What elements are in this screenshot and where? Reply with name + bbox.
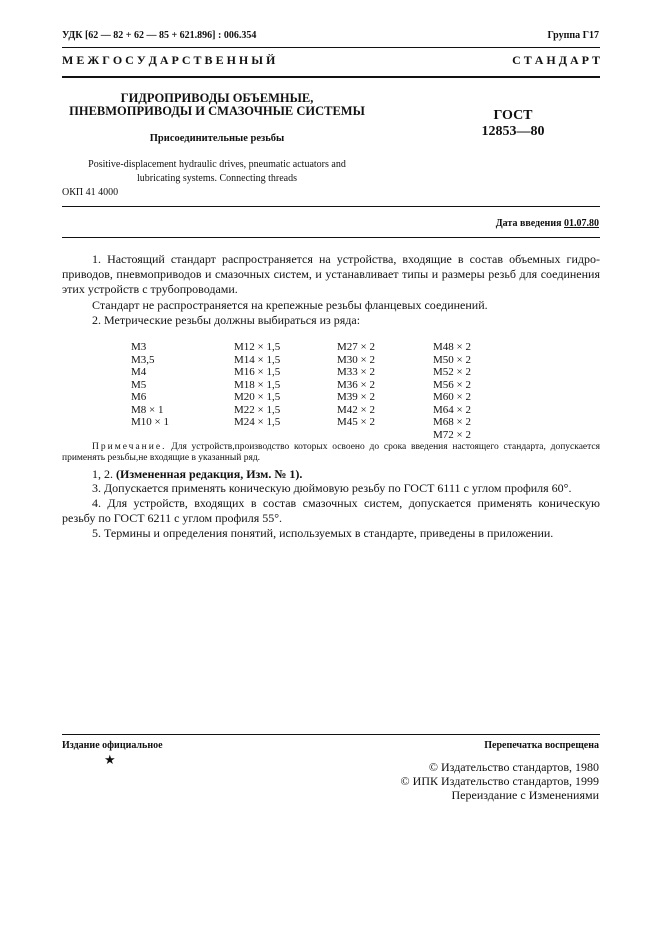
thread-item: М68 × 2 xyxy=(433,416,471,428)
title-line-1: ГИДРОПРИВОДЫ ОБЪЕМНЫЕ, xyxy=(120,91,314,105)
thread-item: М3 xyxy=(131,341,147,353)
thread-item: М16 × 1,5 xyxy=(234,366,281,378)
amendment-text: (Измененная редакция, Изм. № 1). xyxy=(116,467,303,481)
thread-item: М36 × 2 xyxy=(337,378,375,391)
thread-item: М39 × 2 xyxy=(337,391,375,403)
thread-item: М48 × 2 xyxy=(433,341,471,353)
gost-number: 12853—80 xyxy=(481,124,545,139)
copyright-line-2: © ИПК Издательство стандартов, 1999 xyxy=(400,774,599,788)
udk-code: УДК [62 — 82 + 62 — 85 + 621.896] : 006.354 xyxy=(62,30,257,41)
thread-item: М45 × 2 xyxy=(337,416,375,428)
thread-item: М64 × 2 xyxy=(433,403,471,416)
thread-item: М42 × 2 xyxy=(337,403,375,416)
paragraph-2: Стандарт не распространяется на крепежные резьбы фланцевых соединений. xyxy=(92,298,488,312)
thread-column-2 xyxy=(234,341,280,429)
gost-label: ГОСТ xyxy=(493,108,533,123)
footer-rule xyxy=(62,734,600,735)
thread-column-3 xyxy=(337,341,375,429)
header-rule-bottom xyxy=(62,76,600,78)
thread-item: М8 × 1 xyxy=(131,403,164,416)
thread-item: М56 × 2 xyxy=(433,378,471,391)
thread-item: М60 × 2 xyxy=(433,391,471,403)
effective-date xyxy=(496,218,599,229)
thread-item: М52 × 2 xyxy=(433,366,471,378)
date-rule xyxy=(62,237,600,238)
header-rule-top xyxy=(62,47,600,48)
amendment-prefix: 1, 2. xyxy=(92,467,113,481)
copyright-line-1: © Издательство стандартов, 1980 xyxy=(428,760,599,774)
copyright-block xyxy=(401,760,599,802)
thread-column-1 xyxy=(131,341,169,429)
reissue-note: Переиздание с Изменениями xyxy=(451,788,599,802)
english-title-line-2: lubricating systems. Connecting threads xyxy=(137,173,297,184)
thread-item: М27 × 2 xyxy=(337,341,375,353)
subtitle: Присоединительные резьбы xyxy=(149,133,285,144)
effective-date-label: Дата введения xyxy=(495,218,562,229)
okp-code: ОКП 41 4000 xyxy=(62,187,119,198)
title-block xyxy=(62,92,372,186)
note xyxy=(62,442,600,464)
gost-designation xyxy=(458,108,568,140)
banner-word-interstate: М Е Ж Г О С У Д А Р С Т В Е Н Н Ы Й xyxy=(62,53,276,67)
thread-item: М10 × 1 xyxy=(131,416,169,428)
thread-item: М72 × 2 xyxy=(433,428,471,441)
note-label: Примечание. xyxy=(92,442,167,452)
thread-item: М6 xyxy=(131,391,147,403)
english-title-line-1: Positive-displacement hydraulic drives, pneumatic actuators and xyxy=(88,159,346,170)
thread-item: М18 × 1,5 xyxy=(234,378,281,391)
thread-item: М5 xyxy=(131,378,147,391)
group-code: Группа Г17 xyxy=(547,30,599,41)
thread-item: М33 × 2 xyxy=(337,366,375,378)
amendment-line xyxy=(62,467,600,482)
thread-item: М4 xyxy=(131,366,147,378)
title-rule xyxy=(62,206,600,207)
thread-item: М30 × 2 xyxy=(337,353,375,366)
thread-item: М22 × 1,5 xyxy=(234,403,281,416)
paragraph-5: 4. Для устройств, входящих в состав смазочных систем, допускается применять коническую резьбу по ГОСТ 6211 с углом профиля 55°. xyxy=(62,496,600,525)
reprint-notice: Перепечатка воспрещена xyxy=(484,740,599,751)
paragraph-4: 3. Допускается применять коническую дюймовую резьбу по ГОСТ 6111 с углом профиля 60°. xyxy=(92,481,572,495)
title-line-2: ПНЕВМОПРИВОДЫ И СМАЗОЧНЫЕ СИСТЕМЫ xyxy=(69,104,365,118)
paragraph-6: 5. Термины и определения понятий, используемых в стандарте, приведены в приложении. xyxy=(92,526,554,540)
standard-banner xyxy=(62,53,600,68)
paragraph-3: 2. Метрические резьбы должны выбираться из ряда: xyxy=(92,313,361,327)
thread-item: М3,5 xyxy=(131,353,155,366)
official-edition-label: Издание официальное xyxy=(62,740,163,751)
paragraph-1: 1. Настоящий стандарт распространяется на устройства, входящие в состав объемных гидро-приводов, пневмоприводов и смазочных систем, и устанавливает типы и размеры резьб для соединения этих устройств с трубопроводами. xyxy=(62,252,600,296)
thread-item: М14 × 1,5 xyxy=(234,353,281,366)
banner-word-standard: С Т А Н Д А Р Т xyxy=(512,53,600,67)
effective-date-value: 01.07.80 xyxy=(564,218,599,229)
note-text: Для устройств,производство которых освоено до срока введения настоящего стандарта, допускается применять резьбы,не входящие в указанный ряд. xyxy=(62,442,600,463)
english-title xyxy=(62,158,372,186)
thread-column-4 xyxy=(433,341,471,441)
thread-item: М24 × 1,5 xyxy=(234,416,281,428)
thread-item: М50 × 2 xyxy=(433,353,471,366)
thread-item: М12 × 1,5 xyxy=(234,341,281,353)
star-icon: ★ xyxy=(104,752,116,767)
thread-item: М20 × 1,5 xyxy=(234,391,281,403)
